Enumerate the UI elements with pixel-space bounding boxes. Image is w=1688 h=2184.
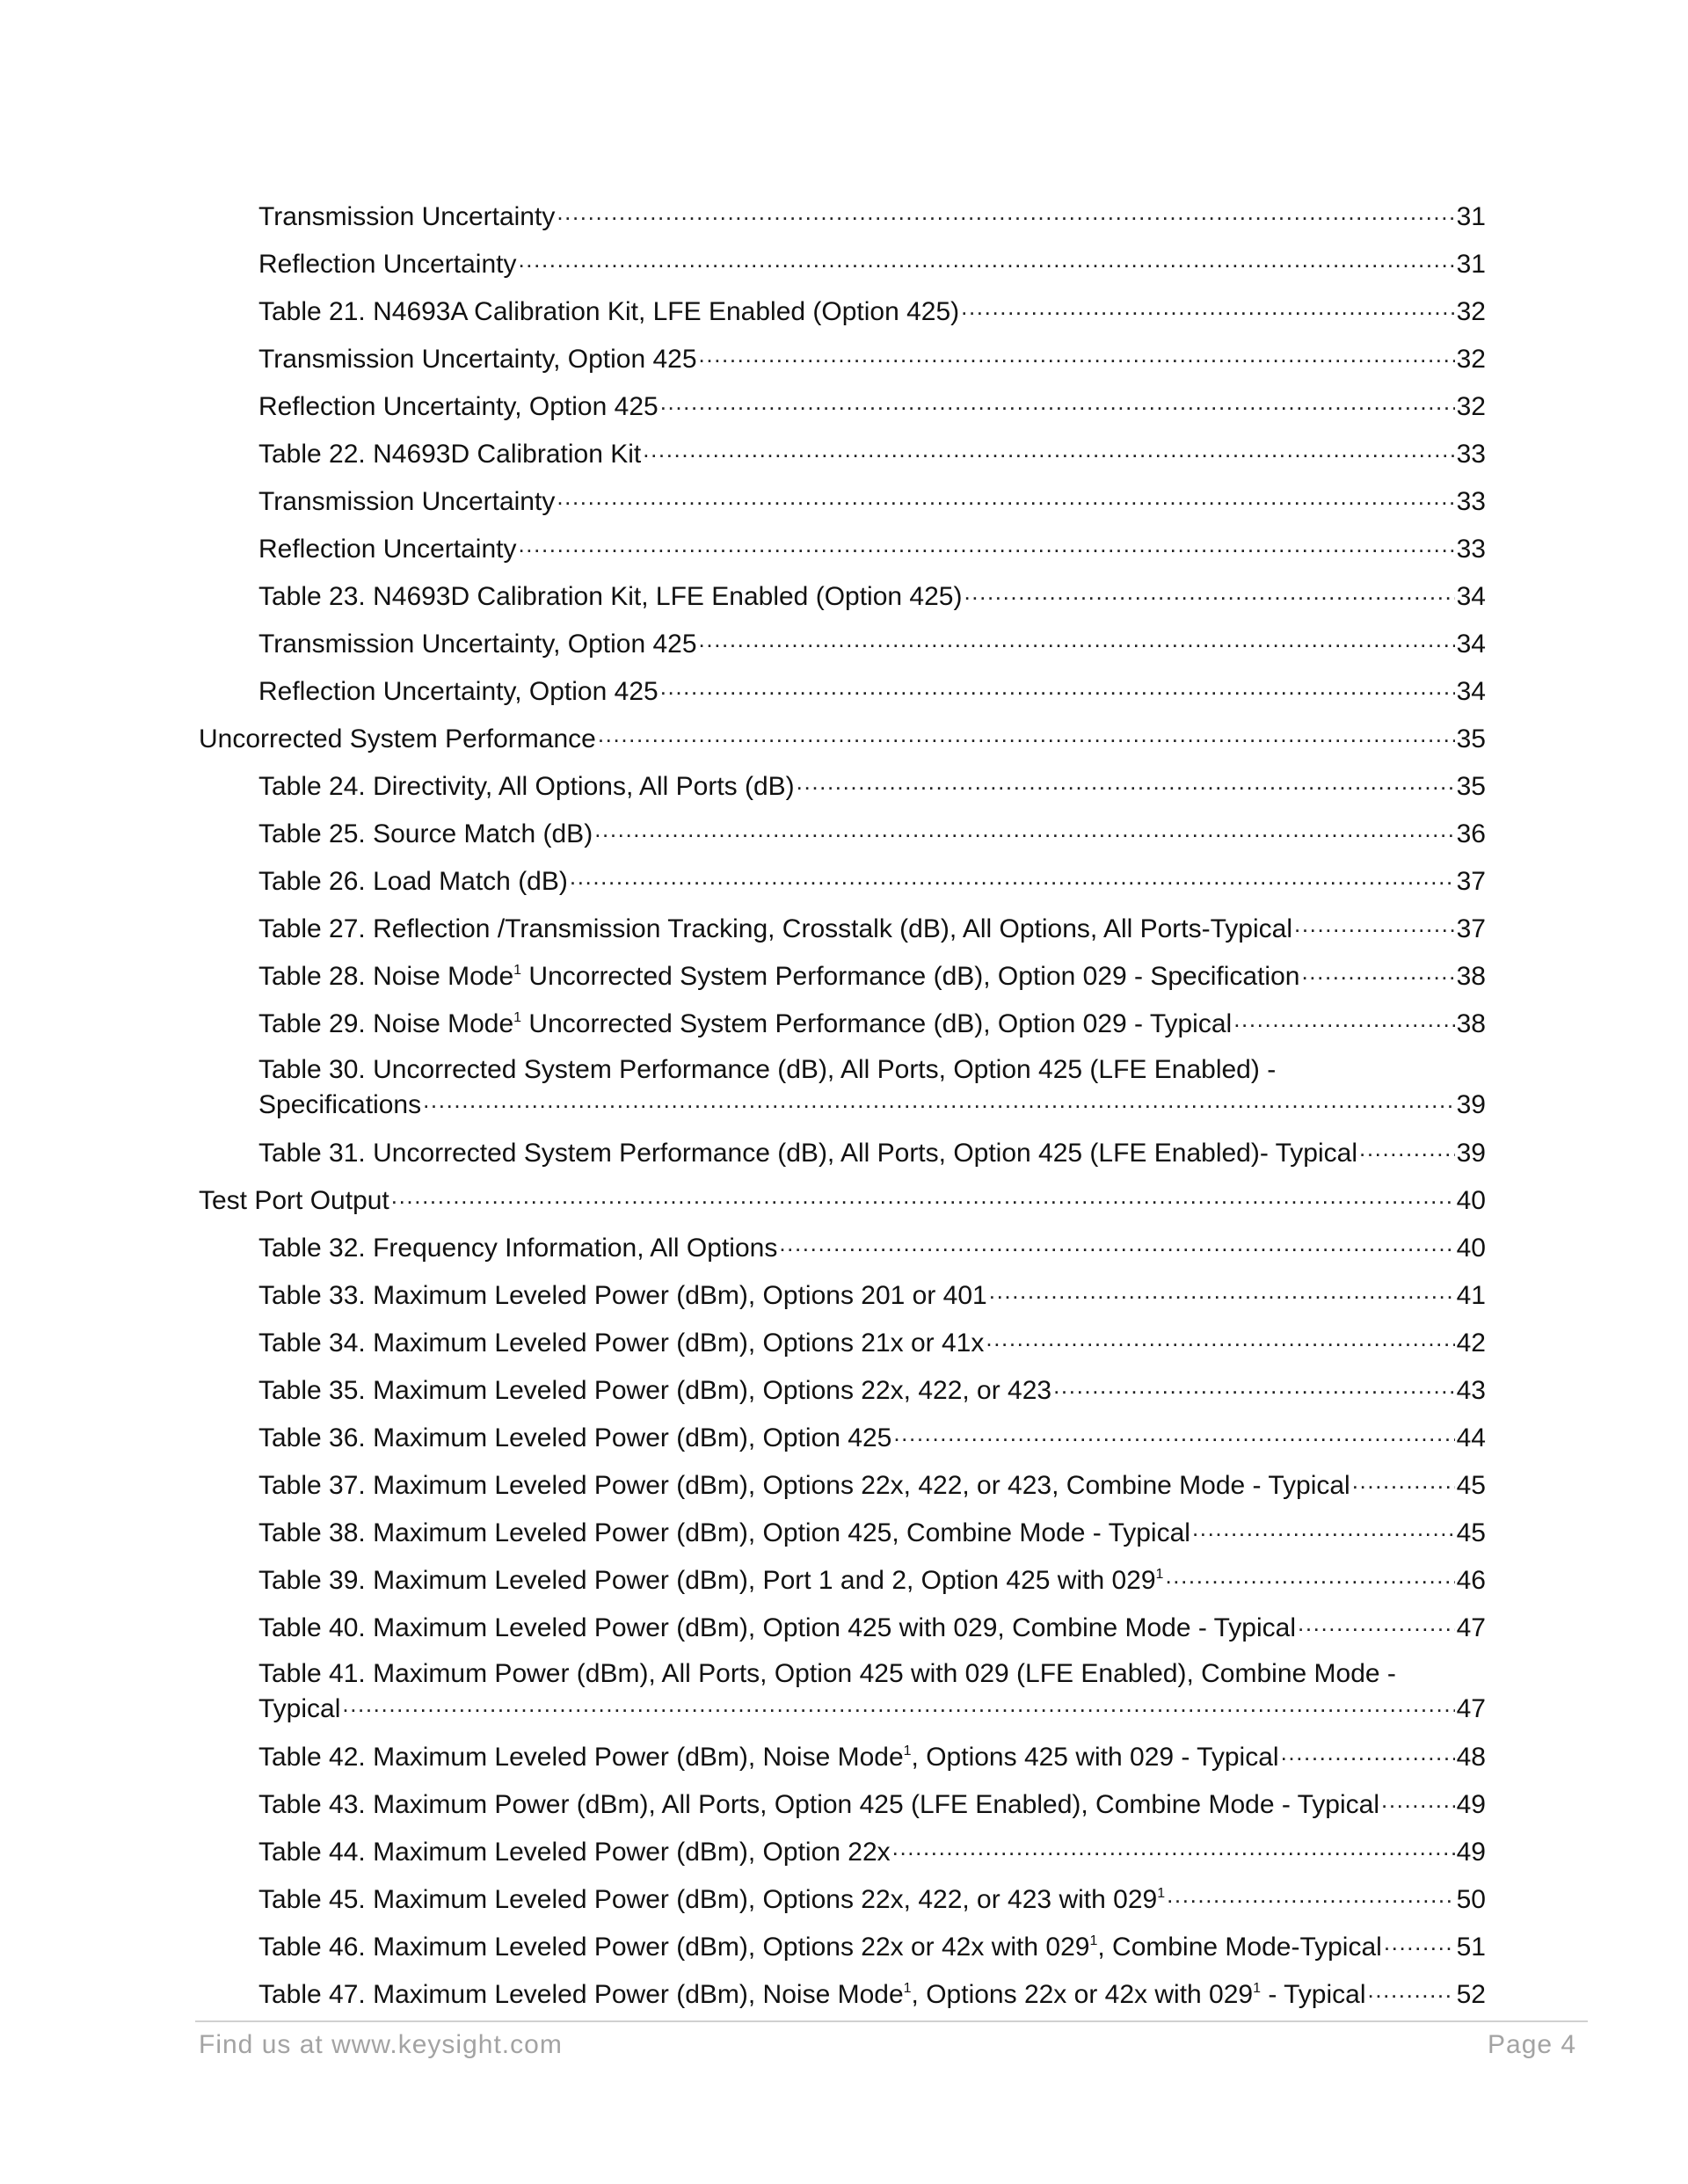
- toc-page-number: 39: [1456, 1090, 1486, 1119]
- toc-entry-title: Table 36. Maximum Leveled Power (dBm), Option 425: [258, 1423, 892, 1452]
- footnote-marker: 1: [1157, 1886, 1166, 1901]
- toc-page-number: 39: [1456, 1139, 1486, 1168]
- toc-entry[interactable]: [258, 673, 1486, 709]
- toc-entry[interactable]: [258, 1657, 1486, 1726]
- footnote-marker: 1: [1155, 1567, 1164, 1582]
- toc-entry[interactable]: [258, 1515, 1486, 1550]
- toc-entry-title: Test Port Output: [199, 1186, 389, 1215]
- toc-entry-title: Table 37. Maximum Leveled Power (dBm), Options 22x, 422, or 423, Combine Mode - Typical: [258, 1471, 1350, 1500]
- toc-page-number: 45: [1456, 1518, 1486, 1547]
- toc-section-heading[interactable]: [199, 721, 1486, 756]
- dot-leader: [643, 436, 1454, 462]
- toc-entry[interactable]: [258, 958, 1486, 994]
- toc-page-number: 31: [1456, 202, 1486, 231]
- toc-page-number: 50: [1456, 1885, 1486, 1914]
- toc-entry[interactable]: [258, 484, 1486, 519]
- toc-entry[interactable]: [258, 768, 1486, 804]
- toc-entry-title: Table 32. Frequency Information, All Options: [258, 1234, 778, 1263]
- toc-entry-title: Table 47. Maximum Leveled Power (dBm), Noise Mode$^1$, Options 22x or 42x with $029^1$ - Typical: [258, 1980, 1366, 2009]
- toc-page-number: 52: [1456, 1980, 1486, 2009]
- footnote-marker: 1: [513, 1010, 522, 1025]
- toc-entry-title: Transmission Uncertainty: [258, 202, 556, 231]
- toc-entry[interactable]: [258, 246, 1486, 281]
- dot-leader: [660, 673, 1455, 700]
- toc-entry-title: Transmission Uncertainty: [258, 487, 556, 516]
- toc-entry[interactable]: [258, 1929, 1486, 1964]
- toc-entry[interactable]: [258, 1325, 1486, 1360]
- toc-page-number: 47: [1456, 1694, 1486, 1723]
- toc-entry-title: Table 27. Reflection /Transmission Tracking, Crosstalk (dB), All Options, All Ports-Typical: [258, 914, 1292, 943]
- toc-page-number: 36: [1456, 819, 1486, 848]
- toc-page-number: 35: [1456, 772, 1486, 801]
- toc-page-number: 46: [1456, 1566, 1486, 1595]
- toc-page-number: 34: [1456, 677, 1486, 706]
- dot-leader: [557, 199, 1454, 225]
- footer-page-number: Page 4: [1488, 2030, 1577, 2059]
- dot-leader: [893, 1420, 1454, 1446]
- toc-entry[interactable]: [258, 389, 1486, 424]
- toc-entry[interactable]: [258, 531, 1486, 566]
- dot-leader: [518, 531, 1454, 557]
- toc-entry[interactable]: [258, 1562, 1486, 1598]
- dot-leader: [964, 579, 1454, 605]
- toc-entry-title: Uncorrected System Performance: [199, 724, 596, 753]
- dot-leader: [1167, 1882, 1455, 1908]
- toc-page-number: 47: [1456, 1613, 1486, 1642]
- dot-leader: [961, 294, 1454, 320]
- footer-divider: [195, 2020, 1588, 2022]
- footnote-marker: 1: [513, 963, 522, 978]
- footnote-marker: 1: [1253, 1981, 1262, 1996]
- toc-entry[interactable]: [258, 1610, 1486, 1645]
- dot-leader: [989, 1278, 1455, 1304]
- toc-entry-title: Transmission Uncertainty, Option 425: [258, 345, 697, 374]
- toc-page-number: 33: [1456, 487, 1486, 516]
- toc-entry[interactable]: [258, 1372, 1486, 1408]
- dot-leader: [1192, 1515, 1455, 1541]
- toc-page-number: 51: [1456, 1933, 1486, 1962]
- toc-entry[interactable]: [258, 1006, 1486, 1041]
- dot-leader: [423, 1087, 1455, 1113]
- toc-page-number: 40: [1456, 1186, 1486, 1215]
- dot-leader: [518, 246, 1454, 273]
- dot-leader: [1294, 911, 1455, 937]
- toc-page-number: 35: [1456, 724, 1486, 753]
- toc-entry[interactable]: [258, 1739, 1486, 1774]
- toc-page-number: 43: [1456, 1376, 1486, 1405]
- toc-entry-title: Reflection Uncertainty: [258, 535, 517, 564]
- toc-page-number: 45: [1456, 1471, 1486, 1500]
- toc-entry-title: Table 22. N4693D Calibration Kit: [258, 440, 642, 469]
- toc-page-number: 31: [1456, 250, 1486, 279]
- toc-entry-title: Table 25. Source Match (dB): [258, 819, 593, 848]
- toc-page-number: 49: [1456, 1790, 1486, 1819]
- toc-entry-title: Table 44. Maximum Leveled Power (dBm), Option 22x: [258, 1838, 891, 1867]
- toc-entry[interactable]: [258, 199, 1486, 234]
- dot-leader: [570, 863, 1455, 890]
- toc-entry-title: Table 45. Maximum Leveled Power (dBm), Options 22x, 422, or 423 with $029^1$: [258, 1885, 1166, 1914]
- dot-leader: [1165, 1562, 1454, 1589]
- toc-entry-title: Reflection Uncertainty: [258, 250, 517, 279]
- dot-leader: [594, 816, 1454, 842]
- dot-leader: [892, 1834, 1455, 1860]
- toc-page-number: 33: [1456, 440, 1486, 469]
- toc-entry-title: Table 34. Maximum Leveled Power (dBm), Options 21x or 41x: [258, 1329, 985, 1358]
- toc-entry[interactable]: [258, 341, 1486, 376]
- dot-leader: [1368, 1977, 1455, 2003]
- dot-leader: [1281, 1739, 1455, 1765]
- toc-page-number: 32: [1456, 297, 1486, 326]
- toc-page-number: 49: [1456, 1838, 1486, 1867]
- toc-entry-title: Table 24. Directivity, All Options, All Ports (dB): [258, 772, 795, 801]
- footnote-marker: 1: [903, 1981, 912, 1996]
- toc-page-number: 37: [1456, 914, 1486, 943]
- toc-entry-title: Specifications: [258, 1090, 422, 1119]
- toc-entry[interactable]: [258, 1882, 1486, 1917]
- toc-entry-title: Typical: [258, 1694, 341, 1723]
- dot-leader: [1352, 1467, 1455, 1494]
- dot-leader: [1298, 1610, 1455, 1636]
- dot-leader: [557, 484, 1454, 510]
- toc-entry-title: Table 40. Maximum Leveled Power (dBm), Option 425 with 029, Combine Mode - Typical: [258, 1613, 1297, 1642]
- toc-entry[interactable]: [258, 911, 1486, 946]
- dot-leader: [1301, 958, 1454, 985]
- toc-entry[interactable]: [258, 1135, 1486, 1170]
- footer-website-link[interactable]: Find us at www.keysight.com: [199, 2030, 563, 2059]
- toc-page-number: 40: [1456, 1234, 1486, 1263]
- toc-entry-title: Table 43. Maximum Power (dBm), All Ports, Option 425 (LFE Enabled), Combine Mode - Typical: [258, 1790, 1379, 1819]
- toc-entry-title: Table 28. Noise Mode$^1$ Uncorrected System Performance (dB), Option 029 - Specification: [258, 962, 1300, 991]
- dot-leader: [779, 1230, 1454, 1256]
- toc-page-number: 37: [1456, 867, 1486, 896]
- toc-entry-title: Table 26. Load Match (dB): [258, 867, 568, 896]
- toc-page-number: 38: [1456, 962, 1486, 991]
- toc-page-number: 33: [1456, 535, 1486, 564]
- toc-entry[interactable]: [258, 1834, 1486, 1869]
- toc-page-number: 41: [1456, 1281, 1486, 1310]
- toc-entry[interactable]: [258, 816, 1486, 851]
- toc-entry-title: Table 29. Noise Mode$^1$ Uncorrected System Performance (dB), Option 029 - Typical: [258, 1009, 1233, 1038]
- toc-entry[interactable]: [258, 1977, 1486, 2012]
- toc-entry-title: Table 35. Maximum Leveled Power (dBm), Options 22x, 422, or 423: [258, 1376, 1052, 1405]
- toc-entry[interactable]: [258, 1230, 1486, 1265]
- toc-entry-title: Table 33. Maximum Leveled Power (dBm), Options 201 or 401: [258, 1281, 987, 1310]
- toc-entry-title: Table 23. N4693D Calibration Kit, LFE Enabled (Option 425): [258, 582, 963, 611]
- toc-entry[interactable]: [258, 863, 1486, 899]
- toc-entry-title: Table 46. Maximum Leveled Power (dBm), Options 22x or 42x with $029^1$, Combine Mode-Typical: [258, 1933, 1382, 1962]
- dot-leader: [699, 626, 1455, 652]
- toc-entry[interactable]: [258, 1278, 1486, 1313]
- footnote-marker: 1: [903, 1744, 912, 1758]
- toc-entry-title: Table 42. Maximum Leveled Power (dBm), Noise Mode$^1$, Options 425 with 029 - Typical: [258, 1743, 1279, 1772]
- dot-leader: [391, 1183, 1455, 1209]
- toc-entry-title: Reflection Uncertainty, Option 425: [258, 677, 658, 706]
- toc-entry[interactable]: [258, 1053, 1486, 1122]
- toc-entry[interactable]: [258, 294, 1486, 329]
- toc-entry-title: Table 31. Uncorrected System Performance (dB), All Ports, Option 425 (LFE Enabled)- Typical: [258, 1139, 1358, 1168]
- toc-page-number: 32: [1456, 345, 1486, 374]
- toc-page-number: 38: [1456, 1009, 1486, 1038]
- toc-entry-title: Table 38. Maximum Leveled Power (dBm), Option 425, Combine Mode - Typical: [258, 1518, 1190, 1547]
- footnote-marker: 1: [1089, 1933, 1098, 1948]
- dot-leader: [1233, 1006, 1454, 1032]
- toc-entry[interactable]: [258, 436, 1486, 471]
- toc-entry-title: Reflection Uncertainty, Option 425: [258, 392, 658, 421]
- toc-entry[interactable]: [258, 1420, 1486, 1455]
- toc-entry-title: Transmission Uncertainty, Option 425: [258, 630, 697, 659]
- dot-leader: [986, 1325, 1454, 1351]
- dot-leader: [1053, 1372, 1455, 1399]
- toc-page-number: 34: [1456, 582, 1486, 611]
- dot-leader: [1381, 1787, 1455, 1813]
- toc-entry[interactable]: [258, 1787, 1486, 1822]
- dot-leader: [1384, 1929, 1455, 1955]
- dot-leader: [598, 721, 1455, 747]
- toc-page-number: 48: [1456, 1743, 1486, 1772]
- toc-entry-title: Table 39. Maximum Leveled Power (dBm), Port 1 and 2, Option 425 with $029^1$: [258, 1566, 1164, 1595]
- toc-section-heading[interactable]: [199, 1183, 1486, 1218]
- toc-page-number: 44: [1456, 1423, 1486, 1452]
- dot-leader: [342, 1691, 1454, 1717]
- dot-leader: [797, 768, 1455, 795]
- toc-entry-title: Table 21. N4693A Calibration Kit, LFE Enabled (Option 425): [258, 297, 960, 326]
- toc-page-number: 32: [1456, 392, 1486, 421]
- toc-page-number: 34: [1456, 630, 1486, 659]
- toc-entry[interactable]: [258, 579, 1486, 614]
- dot-leader: [1359, 1135, 1455, 1161]
- toc-entry-title-line1: Table 41. Maximum Power (dBm), All Ports, Option 425 with 029 (LFE Enabled), Combine Mode -: [258, 1659, 1396, 1688]
- toc-page-number: 42: [1456, 1329, 1486, 1358]
- toc-entry-title-line1: Table 30. Uncorrected System Performance (dB), All Ports, Option 425 (LFE Enabled) -: [258, 1055, 1277, 1084]
- dot-leader: [699, 341, 1455, 368]
- toc-entry[interactable]: [258, 626, 1486, 661]
- dot-leader: [660, 389, 1455, 415]
- toc-entry[interactable]: [258, 1467, 1486, 1503]
